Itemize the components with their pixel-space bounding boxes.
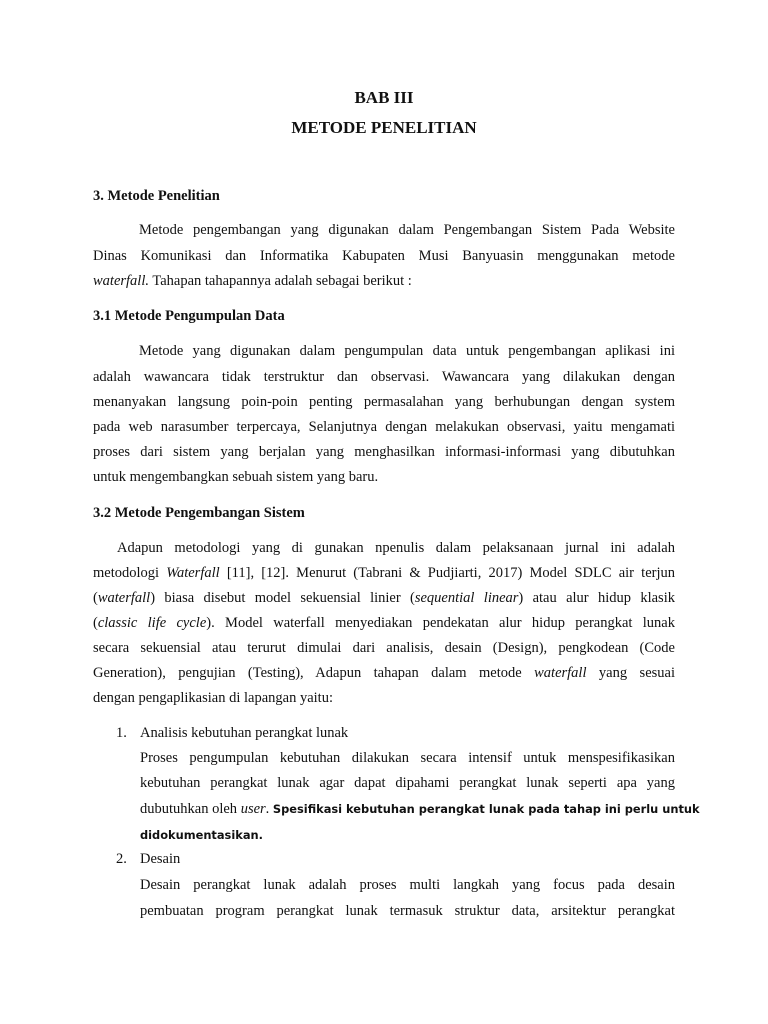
paragraph-line: Desain perangkat lunak adalah proses multi langkah yang focus pada desain bbox=[140, 877, 675, 893]
paragraph-line: kebutuhan perangkat lunak agar dapat dipahami perangkat lunak seperti apa yang bbox=[140, 775, 675, 791]
paragraph-line: Metode yang digunakan dalam pengumpulan data untuk pengembangan aplikasi ini bbox=[139, 343, 675, 359]
section-3-1-heading: 3.1 Metode Pengumpulan Data bbox=[93, 308, 285, 324]
list-number: 1. bbox=[116, 725, 127, 741]
paragraph-line: Proses pengumpulan kebutuhan dilakukan secara intensif untuk menspesifikasikan bbox=[140, 750, 675, 766]
paragraph-line: dubutuhkan oleh user. Spesifikasi kebutuhan perangkat lunak pada tahap ini perlu untuk bbox=[140, 801, 700, 817]
section-3-2-heading: 3.2 Metode Pengembangan Sistem bbox=[93, 505, 305, 521]
list-item-title: Analisis kebutuhan perangkat lunak bbox=[140, 725, 349, 741]
paragraph-line: secara sekuensial atau terurut dimulai dari analisis, desain (Design), pengkodean (Code bbox=[93, 640, 675, 656]
chapter-title: METODE PENELITIAN bbox=[291, 118, 477, 137]
paragraph-line: pada web narasumber terpercaya, Selanjutnya dengan melakukan observasi, yaitu mengamati bbox=[93, 419, 675, 435]
section-3-heading: 3. Metode Penelitian bbox=[93, 188, 220, 204]
paragraph-line: untuk mengembangkan sebuah sistem yang baru. bbox=[93, 469, 379, 485]
paragraph-line: (waterfall) biasa disebut model sekuensial linier (sequential linear) atau alur hidup klasik bbox=[93, 590, 675, 606]
italic-term: waterfall. bbox=[93, 273, 149, 289]
paragraph-line: Adapun metodologi yang di gunakan npenulis dalam pelaksanaan jurnal ini adalah bbox=[117, 540, 675, 556]
paragraph-line: Dinas Komunikasi dan Informatika Kabupaten Musi Banyuasin menggunakan metode bbox=[93, 248, 675, 264]
paragraph-line: Generation), pengujian (Testing), Adapun tahapan dalam metode waterfall yang sesuai bbox=[93, 665, 675, 681]
paragraph-line: dengan pengaplikasian di lapangan yaitu: bbox=[93, 690, 333, 706]
paragraph-line: metodologi Waterfall [11], [12]. Menurut (Tabrani & Pudjiarti, 2017) Model SDLC air terjun bbox=[93, 565, 675, 581]
paragraph-line: adalah wawancara tidak terstruktur dan observasi. Wawancara yang dilakukan dengan bbox=[93, 369, 675, 385]
chapter-heading: BAB III bbox=[354, 88, 414, 107]
paragraph-line: (classic life cycle). Model waterfall menyediakan pendekatan alur hidup perangkat lunak bbox=[93, 615, 675, 631]
paragraph-line: Metode pengembangan yang digunakan dalam Pengembangan Sistem Pada Website bbox=[139, 222, 675, 238]
paragraph-text: Tahapan tahapannya adalah sebagai berikut : bbox=[149, 273, 412, 289]
list-item-title: Desain bbox=[140, 851, 181, 867]
paragraph-line bbox=[93, 273, 412, 290]
paragraph-line: menanyakan langsung poin-poin penting permasalahan yang berhubungan dengan system bbox=[93, 394, 675, 410]
list-number: 2. bbox=[116, 851, 127, 867]
paragraph-line: proses dari sistem yang berjalan yang menghasilkan informasi-informasi yang dibutuhkan bbox=[93, 444, 675, 460]
paragraph-line: didokumentasikan. bbox=[140, 828, 263, 842]
paragraph-line: pembuatan program perangkat lunak termasuk struktur data, arsitektur perangkat bbox=[140, 903, 675, 919]
